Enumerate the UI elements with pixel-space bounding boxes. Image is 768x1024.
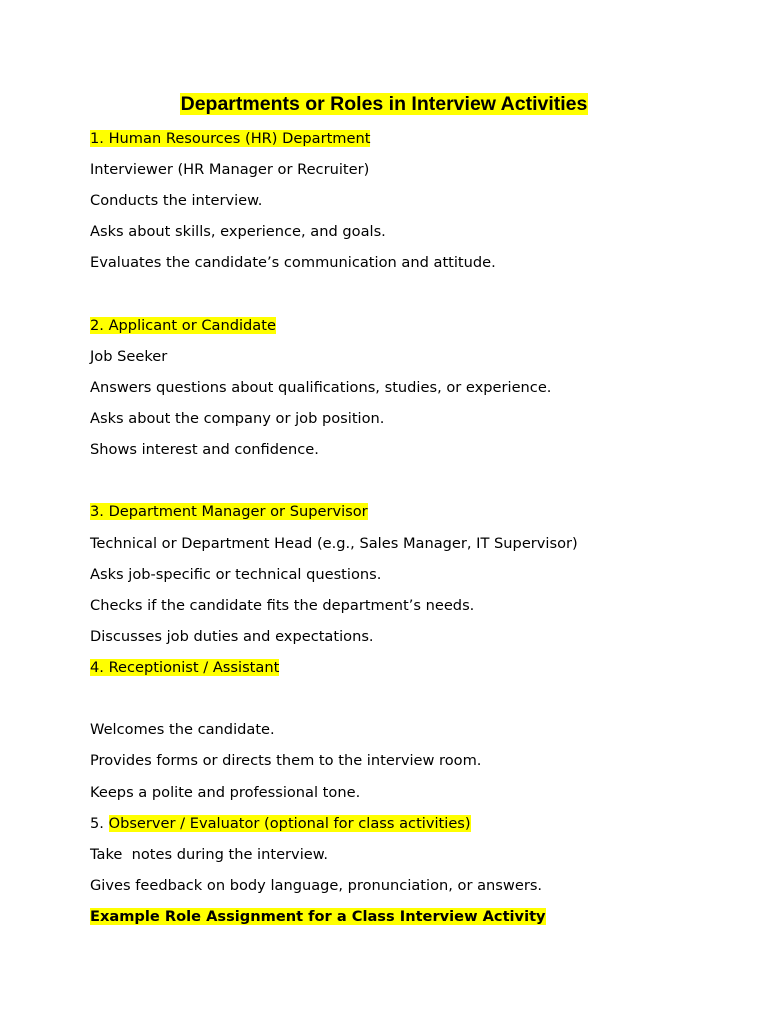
section-heading-receptionist-text: 4. Receptionist / Assistant [90,659,280,676]
duty-item: Answers questions about qualifications, studies, or experience. [90,379,552,396]
duty-item: Conducts the interview. [90,192,263,209]
section-role-hr: Interviewer (HR Manager or Recruiter) [90,161,370,178]
duty-item: Asks about skills, experience, and goals. [90,223,386,240]
section-heading-manager [90,502,368,522]
section-heading-manager-text: 3. Department Manager or Supervisor [90,503,368,520]
duty-item: Discusses job duties and expectations. [90,628,374,645]
document-title: Departments or Roles in Interview Activities [180,93,588,115]
example-assignment-heading [90,907,546,927]
section-number-observer: 5. [90,815,109,832]
section-role-manager: Technical or Department Head (e.g., Sales Manager, IT Supervisor) [90,535,578,552]
section-heading-applicant [90,316,276,336]
duty-item: Provides forms or directs them to the interview room. [90,752,482,769]
section-role-applicant: Job Seeker [90,348,168,365]
section-heading-receptionist [90,658,279,678]
example-assignment-heading-text: Example Role Assignment for a Class Interview Activity [90,908,546,925]
section-heading-applicant-text: 2. Applicant or Candidate [90,317,276,334]
duty-item: Gives feedback on body language, pronunciation, or answers. [90,877,543,894]
duty-item: Checks if the candidate fits the department’s needs. [90,597,475,614]
duty-item: Asks job-specific or technical questions. [90,566,382,583]
title-container [0,92,768,116]
duty-item: Take notes during the interview. [90,846,328,863]
duty-item: Evaluates the candidate’s communication and attitude. [90,254,496,271]
section-heading-hr [90,129,370,149]
section-heading-observer [90,814,471,834]
duty-item: Keeps a polite and professional tone. [90,784,361,801]
section-heading-observer-text: Observer / Evaluator (optional for class activities) [108,815,471,832]
duty-item: Asks about the company or job position. [90,410,385,427]
section-heading-hr-text: 1. Human Resources (HR) Department [90,130,371,147]
duty-item: Shows interest and confidence. [90,441,319,458]
duty-item: Welcomes the candidate. [90,721,275,738]
